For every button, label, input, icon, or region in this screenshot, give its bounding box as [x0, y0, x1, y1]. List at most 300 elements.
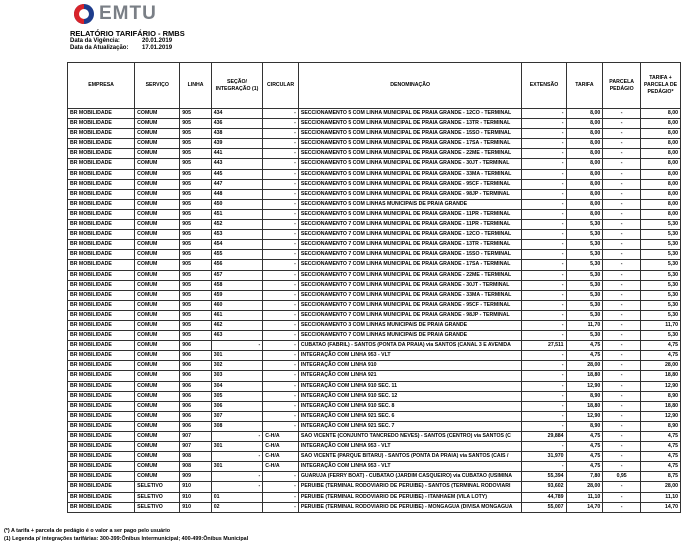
table-cell: - — [263, 411, 299, 421]
table-cell: - — [263, 320, 299, 330]
emtu-logo — [74, 3, 157, 25]
table-cell: - — [603, 109, 641, 119]
table-cell: - — [522, 119, 566, 129]
table-cell: 306 — [211, 401, 262, 411]
table-cell: 457 — [211, 270, 262, 280]
table-cell: 8,00 — [641, 189, 681, 199]
table-cell: INTEGRAÇÃO COM LINHA 910 SEC. 12 — [298, 391, 522, 401]
table-row — [68, 250, 681, 260]
table-cell: 55,007 — [522, 502, 566, 512]
table-cell: - — [603, 280, 641, 290]
table-cell: 4,75 — [641, 462, 681, 472]
table-cell: BR MOBILIDADE — [68, 371, 135, 381]
table-row — [68, 260, 681, 270]
table-cell: 18,80 — [641, 371, 681, 381]
table-cell: - — [603, 492, 641, 502]
table-cell: - — [603, 361, 641, 371]
table-cell: 462 — [211, 320, 262, 330]
table-cell: 308 — [211, 421, 262, 431]
table-cell: - — [522, 351, 566, 361]
table-cell: BR MOBILIDADE — [68, 209, 135, 219]
table-cell: - — [603, 270, 641, 280]
table-cell: BR MOBILIDADE — [68, 421, 135, 431]
table-cell: BR MOBILIDADE — [68, 240, 135, 250]
table-cell: COMUM — [135, 209, 180, 219]
table-cell: 907 — [180, 432, 211, 442]
table-cell: 31,970 — [522, 452, 566, 462]
table-cell: - — [522, 109, 566, 119]
table-cell: 8,00 — [641, 159, 681, 169]
table-cell: - — [263, 482, 299, 492]
table-row — [68, 230, 681, 240]
table-row — [68, 442, 681, 452]
table-cell: - — [263, 199, 299, 209]
table-cell: 28,00 — [566, 482, 603, 492]
column-header: SERVIÇO — [135, 63, 180, 109]
table-cell: - — [603, 381, 641, 391]
table-cell: 906 — [180, 401, 211, 411]
table-cell: 5,30 — [641, 310, 681, 320]
table-cell: SECCIONAMENTO 7 COM LINHA MUNICIPAL DE PRAIA GRANDE - 95CF - TERMINAL — [298, 300, 522, 310]
table-cell: - — [263, 149, 299, 159]
table-cell: 439 — [211, 139, 262, 149]
table-cell: INTEGRAÇÃO COM LINHA 953 - VLT — [298, 351, 522, 361]
table-cell: - — [522, 371, 566, 381]
table-cell: - — [603, 260, 641, 270]
table-cell: 29,884 — [522, 432, 566, 442]
table-cell: - — [263, 230, 299, 240]
table-cell: BR MOBILIDADE — [68, 109, 135, 119]
table-cell: 8,00 — [566, 139, 603, 149]
table-cell: 4,75 — [566, 462, 603, 472]
atualizacao-value: 17.01.2019 — [142, 45, 173, 51]
table-cell: 11,70 — [566, 320, 603, 330]
table-cell: 453 — [211, 230, 262, 240]
table-row — [68, 280, 681, 290]
table-cell: COMUM — [135, 452, 180, 462]
table-cell: 905 — [180, 149, 211, 159]
table-cell: - — [263, 361, 299, 371]
table-cell: - — [603, 129, 641, 139]
table-cell: - — [263, 381, 299, 391]
table-cell: - — [522, 250, 566, 260]
table-cell: - — [603, 139, 641, 149]
table-cell: SECCIONAMENTO 3 COM LINHAS MUNICIPAIS DE PRAIA GRANDE — [298, 320, 522, 330]
table-cell: - — [263, 300, 299, 310]
table-cell: SECCIONAMENTO 5 COM LINHAS MUNICIPAIS DE PRAIA GRANDE — [298, 199, 522, 209]
table-cell: - — [522, 381, 566, 391]
table-cell: 450 — [211, 199, 262, 209]
table-cell: - — [263, 129, 299, 139]
table-cell: - — [603, 452, 641, 462]
table-cell: 445 — [211, 169, 262, 179]
table-cell: BR MOBILIDADE — [68, 432, 135, 442]
table-cell: BR MOBILIDADE — [68, 492, 135, 502]
table-cell: - — [522, 280, 566, 290]
table-row — [68, 209, 681, 219]
table-cell: BR MOBILIDADE — [68, 119, 135, 129]
table-cell: - — [211, 472, 262, 482]
table-row — [68, 462, 681, 472]
table-cell: - — [263, 189, 299, 199]
table-cell: - — [263, 472, 299, 482]
table-cell: 4,75 — [641, 341, 681, 351]
table-cell: 8,00 — [566, 129, 603, 139]
table-cell: 8,00 — [566, 159, 603, 169]
table-cell: 910 — [180, 492, 211, 502]
table-cell: BR MOBILIDADE — [68, 391, 135, 401]
table-cell: SELETIVO — [135, 492, 180, 502]
table-row — [68, 341, 681, 351]
table-row — [68, 300, 681, 310]
table-cell: COMUM — [135, 250, 180, 260]
table-cell: COMUM — [135, 462, 180, 472]
table-cell: - — [522, 230, 566, 240]
table-row — [68, 482, 681, 492]
table-cell: CUBATAO (FABRIL) - SANTOS (PONTA DA PRAIA) via SANTOS (CANAL 3 E AVENIDA — [298, 341, 522, 351]
table-cell: 906 — [180, 371, 211, 381]
table-cell: BR MOBILIDADE — [68, 290, 135, 300]
table-cell: COMUM — [135, 381, 180, 391]
table-cell: SECCIONAMENTO 7 COM LINHA MUNICIPAL DE PRAIA GRANDE - 33MA - TERMINAL — [298, 290, 522, 300]
column-header: PARCELA PEDÁGIO — [603, 63, 641, 109]
table-cell: - — [263, 250, 299, 260]
table-cell: 27,511 — [522, 341, 566, 351]
table-cell: - — [522, 209, 566, 219]
table-cell: 5,30 — [566, 250, 603, 260]
table-cell: BR MOBILIDADE — [68, 482, 135, 492]
table-cell: 905 — [180, 300, 211, 310]
table-cell: 5,30 — [566, 290, 603, 300]
table-cell: BR MOBILIDADE — [68, 411, 135, 421]
vigencia-value: 20.01.2019 — [142, 38, 173, 44]
table-cell: 02 — [211, 502, 262, 512]
table-cell: 11,10 — [641, 492, 681, 502]
table-cell: SECCIONAMENTO 5 COM LINHA MUNICIPAL DE PRAIA GRANDE - 95CF - TERMINAL — [298, 179, 522, 189]
table-cell: - — [263, 280, 299, 290]
table-row — [68, 371, 681, 381]
table-cell: BR MOBILIDADE — [68, 149, 135, 159]
table-cell: 905 — [180, 159, 211, 169]
table-cell: - — [263, 220, 299, 230]
table-cell: COMUM — [135, 240, 180, 250]
table-cell: 905 — [180, 280, 211, 290]
table-cell: 8,00 — [641, 179, 681, 189]
table-row — [68, 452, 681, 462]
table-cell: SECCIONAMENTO 5 COM LINHA MUNICIPAL DE PRAIA GRANDE - 22ME - TERMINAL — [298, 149, 522, 159]
table-cell: COMUM — [135, 270, 180, 280]
table-cell: 4,75 — [566, 341, 603, 351]
column-header: EXTENSÃO — [522, 63, 566, 109]
table-cell: - — [522, 442, 566, 452]
table-cell: - — [522, 320, 566, 330]
table-cell: COMUM — [135, 119, 180, 129]
table-cell: 8,90 — [641, 421, 681, 431]
table-cell: - — [522, 361, 566, 371]
table-cell: 906 — [180, 361, 211, 371]
table-cell: BR MOBILIDADE — [68, 361, 135, 371]
column-header: EMPRESA — [68, 63, 135, 109]
table-cell: 8,00 — [641, 169, 681, 179]
table-cell: COMUM — [135, 129, 180, 139]
table-cell: BR MOBILIDADE — [68, 159, 135, 169]
table-cell: 5,30 — [566, 300, 603, 310]
table-cell: - — [603, 421, 641, 431]
table-cell: - — [263, 270, 299, 280]
table-cell: - — [522, 401, 566, 411]
table-cell: 5,30 — [566, 260, 603, 270]
table-cell: PERUIBE (TERMINAL RODOVIARIO DE PERUIBE) - ITANHAEM (VILA LOTY) — [298, 492, 522, 502]
table-cell: 906 — [180, 391, 211, 401]
table-cell: INTEGRAÇÃO COM LINHA 921 SEC. 6 — [298, 411, 522, 421]
table-cell: C-H/A — [263, 442, 299, 452]
table-cell: COMUM — [135, 280, 180, 290]
table-cell: 8,90 — [566, 421, 603, 431]
table-cell: COMUM — [135, 199, 180, 209]
table-cell: BR MOBILIDADE — [68, 189, 135, 199]
table-row — [68, 472, 681, 482]
table-cell: BR MOBILIDADE — [68, 139, 135, 149]
table-cell: 8,90 — [566, 391, 603, 401]
column-header: CIRCULAR — [263, 63, 299, 109]
table-cell: 8,00 — [566, 189, 603, 199]
table-cell: - — [522, 331, 566, 341]
table-cell: 8,00 — [641, 199, 681, 209]
table-cell: 301 — [211, 462, 262, 472]
table-cell: INTEGRAÇÃO COM LINHA 910 SEC. 11 — [298, 381, 522, 391]
table-cell: COMUM — [135, 401, 180, 411]
table-cell: - — [522, 179, 566, 189]
table-cell: 302 — [211, 361, 262, 371]
table-cell: SECCIONAMENTO 5 COM LINHA MUNICIPAL DE PRAIA GRANDE - 17SA - TERMINAL — [298, 139, 522, 149]
table-cell: 441 — [211, 149, 262, 159]
table-cell: - — [211, 341, 262, 351]
table-row — [68, 290, 681, 300]
table-cell: 5,30 — [641, 250, 681, 260]
table-body — [68, 109, 681, 513]
table-cell: - — [522, 290, 566, 300]
table-cell: 8,00 — [566, 199, 603, 209]
table-cell: 8,00 — [566, 119, 603, 129]
table-cell: COMUM — [135, 179, 180, 189]
table-cell: COMUM — [135, 139, 180, 149]
table-cell: 5,30 — [566, 270, 603, 280]
table-cell: BR MOBILIDADE — [68, 462, 135, 472]
table-cell: 0,95 — [603, 472, 641, 482]
table-cell: 304 — [211, 381, 262, 391]
table-cell: - — [522, 149, 566, 159]
table-cell: - — [603, 119, 641, 129]
table-cell: BR MOBILIDADE — [68, 129, 135, 139]
table-cell: 905 — [180, 139, 211, 149]
table-cell: - — [603, 240, 641, 250]
table-cell: - — [522, 411, 566, 421]
table-cell: BR MOBILIDADE — [68, 169, 135, 179]
table-cell: COMUM — [135, 472, 180, 482]
table-cell: SECCIONAMENTO 5 COM LINHA MUNICIPAL DE PRAIA GRANDE - 13TR - TERMINAL — [298, 119, 522, 129]
table-row — [68, 129, 681, 139]
table-cell: 905 — [180, 109, 211, 119]
table-cell: 905 — [180, 290, 211, 300]
table-cell: - — [263, 371, 299, 381]
table-cell: 4,75 — [566, 351, 603, 361]
table-row — [68, 270, 681, 280]
table-cell: PERUIBE (TERMINAL RODOVIARIO DE PERUIBE) - SANTOS (TERMINAL RODOVIARI — [298, 482, 522, 492]
table-cell: 448 — [211, 189, 262, 199]
table-cell: 8,00 — [641, 139, 681, 149]
table-cell: - — [522, 169, 566, 179]
table-cell: 906 — [180, 341, 211, 351]
table-cell: 8,00 — [641, 129, 681, 139]
table-cell: - — [263, 159, 299, 169]
table-cell: - — [263, 391, 299, 401]
table-cell: 5,30 — [641, 300, 681, 310]
table-cell: SECCIONAMENTO 5 COM LINHA MUNICIPAL DE PRAIA GRANDE - 15SO - TERMINAL — [298, 129, 522, 139]
table-cell: COMUM — [135, 290, 180, 300]
table-cell: COMUM — [135, 421, 180, 431]
table-cell: - — [603, 199, 641, 209]
table-cell: 460 — [211, 300, 262, 310]
table-cell: 5,30 — [641, 230, 681, 240]
table-cell: INTEGRAÇÃO COM LINHA 910 — [298, 361, 522, 371]
table-cell: 4,75 — [566, 442, 603, 452]
table-cell: 307 — [211, 411, 262, 421]
table-cell: SECCIONAMENTO 7 COM LINHA MUNICIPAL DE PRAIA GRANDE - 12CO - TERMINAL — [298, 230, 522, 240]
table-cell: 301 — [211, 442, 262, 452]
table-cell: 28,00 — [641, 361, 681, 371]
table-cell: - — [603, 432, 641, 442]
table-cell: 905 — [180, 230, 211, 240]
table-cell: COMUM — [135, 220, 180, 230]
table-cell: 456 — [211, 260, 262, 270]
table-cell: - — [263, 240, 299, 250]
table-row — [68, 310, 681, 320]
table-cell: - — [263, 260, 299, 270]
table-cell: 5,30 — [566, 331, 603, 341]
table-cell: 18,80 — [566, 401, 603, 411]
table-cell: 443 — [211, 159, 262, 169]
table-cell: PERUIBE (TERMINAL RODOVIARIO DE PERUIBE) - MONGAGUA (DIVISA MONGAGUA — [298, 502, 522, 512]
table-cell: 4,75 — [566, 432, 603, 442]
table-row — [68, 149, 681, 159]
table-cell: 909 — [180, 472, 211, 482]
atualizacao-label: Data da Atualização: — [70, 45, 129, 51]
table-cell: 905 — [180, 189, 211, 199]
table-cell: 905 — [180, 119, 211, 129]
table-cell: 01 — [211, 492, 262, 502]
table-cell: - — [522, 310, 566, 320]
table-cell: BR MOBILIDADE — [68, 502, 135, 512]
table-cell: 447 — [211, 179, 262, 189]
table-cell: 8,00 — [566, 149, 603, 159]
table-cell: BR MOBILIDADE — [68, 341, 135, 351]
table-row — [68, 320, 681, 330]
table-cell: - — [211, 432, 262, 442]
table-cell: 5,30 — [566, 220, 603, 230]
table-cell: 905 — [180, 129, 211, 139]
table-cell: 44,789 — [522, 492, 566, 502]
table-cell: SAO VICENTE (PARQUE BITARU) - SANTOS (PONTA DA PRAIA) via SANTOS (CAIS / — [298, 452, 522, 462]
table-cell: INTEGRAÇÃO COM LINHA 910 SEC. 8 — [298, 401, 522, 411]
table-row — [68, 421, 681, 431]
table-cell: - — [263, 119, 299, 129]
table-header-row — [68, 63, 681, 109]
table-cell: 438 — [211, 129, 262, 139]
table-cell: 18,80 — [566, 371, 603, 381]
table-cell: 305 — [211, 391, 262, 401]
table-cell: 905 — [180, 250, 211, 260]
table-cell: SAO VICENTE (CONJUNTO TANCREDO NEVES) - SANTOS (CENTRO) via SANTOS (C — [298, 432, 522, 442]
table-cell: 8,00 — [641, 209, 681, 219]
table-cell: - — [522, 129, 566, 139]
table-cell: COMUM — [135, 351, 180, 361]
table-cell: 5,30 — [566, 230, 603, 240]
table-cell: - — [603, 159, 641, 169]
table-row — [68, 179, 681, 189]
table-cell: 301 — [211, 351, 262, 361]
table-row — [68, 401, 681, 411]
table-cell: COMUM — [135, 371, 180, 381]
table-row — [68, 411, 681, 421]
tariff-table — [67, 62, 681, 513]
table-cell: BR MOBILIDADE — [68, 300, 135, 310]
table-cell: - — [603, 351, 641, 361]
table-cell: 12,90 — [641, 381, 681, 391]
atualizacao-row — [70, 45, 172, 51]
table-cell: - — [263, 421, 299, 431]
table-row — [68, 189, 681, 199]
table-row — [68, 331, 681, 341]
table-cell: SECCIONAMENTO 5 COM LINHA MUNICIPAL DE PRAIA GRANDE - 98JP - TERMINAL — [298, 189, 522, 199]
table-cell: - — [603, 401, 641, 411]
table-cell: 8,00 — [566, 179, 603, 189]
table-cell: - — [522, 139, 566, 149]
table-cell: BR MOBILIDADE — [68, 331, 135, 341]
table-row — [68, 169, 681, 179]
table-cell: SECCIONAMENTO 7 COM LINHAS MUNICIPAIS DE PRAIA GRANDE — [298, 331, 522, 341]
table-cell: SECCIONAMENTO 7 COM LINHA MUNICIPAL DE PRAIA GRANDE - 15SO - TERMINAL — [298, 250, 522, 260]
table-cell: - — [263, 209, 299, 219]
table-cell: - — [603, 189, 641, 199]
table-cell: - — [522, 240, 566, 250]
table-cell: BR MOBILIDADE — [68, 310, 135, 320]
table-cell: COMUM — [135, 169, 180, 179]
table-cell: 8,00 — [641, 149, 681, 159]
table-cell: 463 — [211, 331, 262, 341]
table-cell: - — [263, 109, 299, 119]
table-cell: COMUM — [135, 391, 180, 401]
table-cell: - — [603, 250, 641, 260]
table-cell: 5,30 — [566, 310, 603, 320]
table-cell: SECCIONAMENTO 7 COM LINHA MUNICIPAL DE PRAIA GRANDE - 11PR - TERMINAL — [298, 220, 522, 230]
table-cell: 434 — [211, 109, 262, 119]
table-cell: - — [603, 310, 641, 320]
table-cell: COMUM — [135, 411, 180, 421]
table-cell: 8,00 — [641, 109, 681, 119]
table-cell: COMUM — [135, 331, 180, 341]
table-cell: INTEGRAÇÃO COM LINHA 921 SEC. 7 — [298, 421, 522, 431]
table-row — [68, 492, 681, 502]
table-cell: 5,30 — [641, 260, 681, 270]
logo-text: EMTU — [99, 3, 157, 24]
table-cell: SECCIONAMENTO 5 COM LINHA MUNICIPAL DE PRAIA GRANDE - 11PR - TERMINAL — [298, 209, 522, 219]
table-cell: 906 — [180, 381, 211, 391]
table-cell: 905 — [180, 331, 211, 341]
table-cell: - — [522, 189, 566, 199]
table-cell: SECCIONAMENTO 7 COM LINHA MUNICIPAL DE PRAIA GRANDE - 13TR - TERMINAL — [298, 240, 522, 250]
table-cell: 5,30 — [641, 220, 681, 230]
table-cell: - — [603, 442, 641, 452]
